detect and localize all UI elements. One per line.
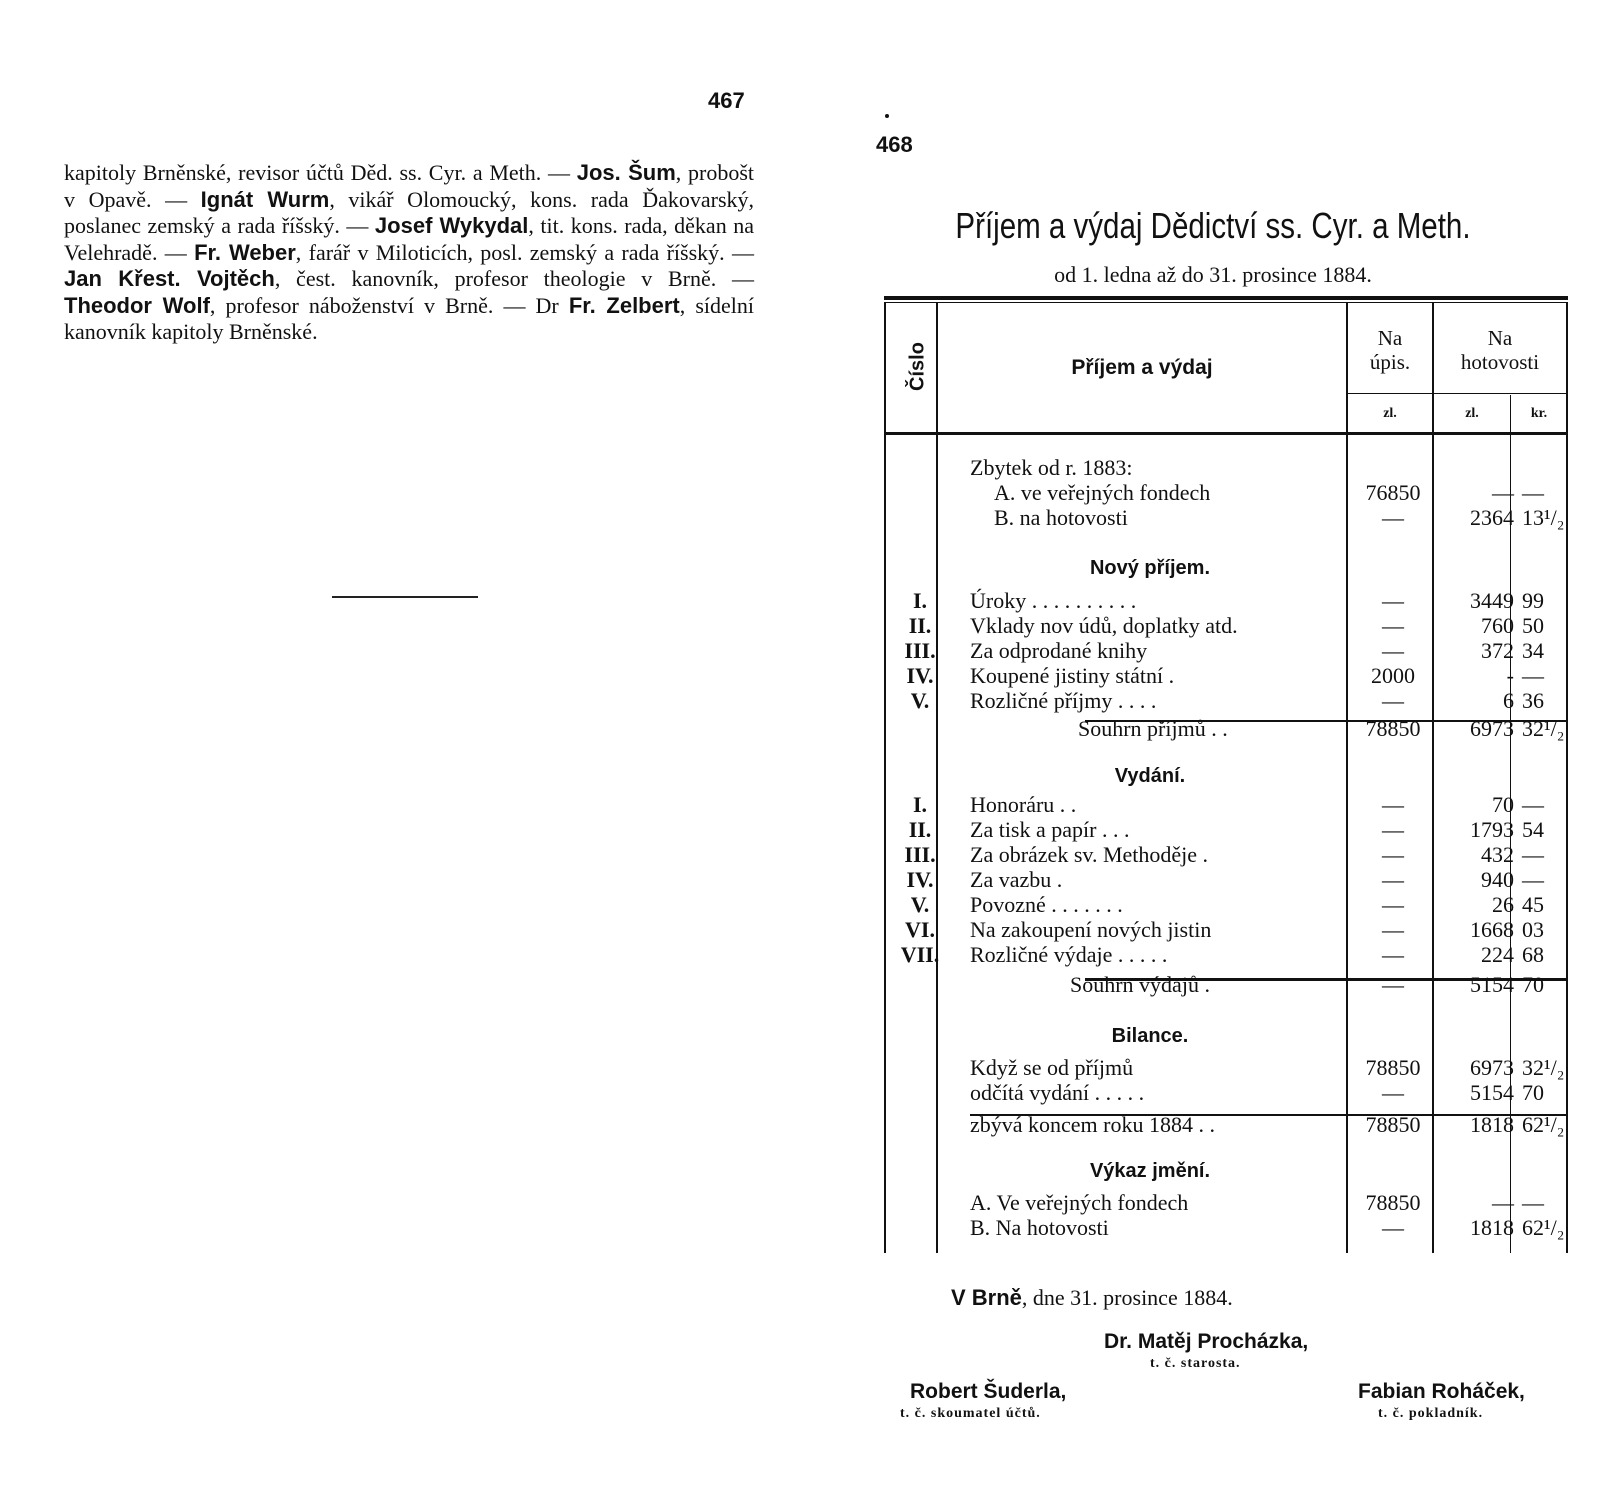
cell-na-upis: 2000	[1371, 663, 1415, 688]
row-number: V.	[910, 892, 930, 917]
cell-kr: 54	[1522, 817, 1544, 842]
section-separator	[332, 596, 478, 598]
cell-kr: 62¹/₂	[1522, 1215, 1565, 1240]
row-number: V.	[910, 688, 930, 713]
table-row	[898, 663, 1566, 688]
table-row	[898, 480, 1566, 505]
page-title: Příjem a výdaj Dědictví ss. Cyr. a Meth.	[955, 205, 1471, 246]
table-row	[898, 842, 1566, 867]
row-label: A. Ve veřejných fondech	[970, 1190, 1189, 1215]
table-row	[898, 817, 1566, 842]
table-row	[898, 1215, 1566, 1240]
row-label: B. Na hotovosti	[970, 1215, 1109, 1240]
table-row	[898, 1190, 1566, 1215]
table-row	[898, 972, 1566, 997]
cell-zl: 1668	[1470, 917, 1514, 942]
cell-kr: 03	[1522, 917, 1544, 942]
row-label: Vklady nov údů, doplatky atd.	[970, 613, 1238, 638]
row-label: Rozličné příjmy . . . .	[970, 688, 1157, 713]
cell-zl: 6973	[1470, 716, 1514, 741]
table-row	[898, 638, 1566, 663]
header-na-hotovosti-1: Na	[1487, 326, 1513, 350]
cell-kr: —	[1522, 480, 1544, 505]
place-date	[951, 1285, 1233, 1311]
row-label: Honoráru . .	[970, 792, 1077, 817]
row-label: B. na hotovosti	[994, 505, 1128, 530]
paragraph-text: , sídelní kanovník kapitoly Brněnské.	[64, 292, 754, 344]
paragraph-text: , probošt v Opavě. —	[64, 160, 754, 212]
row-number: I.	[912, 588, 928, 613]
table-row	[898, 942, 1566, 967]
cell-zl: 6	[1503, 688, 1514, 713]
signatory-left-role: t. č. skoumatel účtů.	[900, 1406, 1041, 1421]
row-label: Za vazbu .	[970, 867, 1063, 892]
cell-na-upis: —	[1382, 972, 1404, 997]
table-row	[898, 588, 1566, 613]
header-kr: kr.	[1530, 406, 1548, 421]
cell-na-upis: —	[1382, 1215, 1404, 1240]
signatory-main-role: t. č. starosta.	[1150, 1356, 1241, 1371]
row-label: Koupené jistiny státní .	[970, 663, 1175, 688]
row-label: Souhrn příjmů . .	[1078, 716, 1228, 741]
row-number: II.	[908, 613, 932, 638]
cell-na-upis: —	[1382, 917, 1404, 942]
top-rule-thin	[884, 302, 1568, 303]
row-label: Na zakoupení nových jistin	[970, 917, 1212, 942]
cell-na-upis: 78850	[1365, 1112, 1421, 1137]
signatory-left-name: Robert Šuderla,	[910, 1380, 1067, 1403]
cell-kr: —	[1522, 792, 1544, 817]
cell-na-upis: 78850	[1365, 1055, 1421, 1080]
table-row	[898, 505, 1566, 530]
cell-zl: 5154	[1470, 972, 1514, 997]
row-number: IV.	[906, 867, 934, 892]
header-subdivider	[1346, 393, 1568, 394]
row-label: Za odprodané knihy	[970, 638, 1148, 663]
row-number: II.	[908, 817, 932, 842]
table-col-divider	[1346, 303, 1348, 1253]
paragraph-text: , profesor náboženství v Brně. — Dr	[209, 292, 569, 318]
cell-na-upis: —	[1382, 892, 1404, 917]
date-text: , dne 31. prosince 1884.	[1021, 1285, 1233, 1310]
cell-na-upis: —	[1382, 1080, 1404, 1105]
cell-na-upis: —	[1382, 505, 1404, 530]
row-label: odčítá vydání . . . . .	[970, 1080, 1145, 1105]
cell-kr: 62¹/₂	[1522, 1112, 1565, 1137]
header-zl-hotovost: zl.	[1465, 406, 1479, 421]
cell-na-upis: —	[1382, 792, 1404, 817]
cell-kr: 32¹/₂	[1522, 1055, 1565, 1080]
left-page-number: 467	[708, 88, 745, 113]
row-number: I.	[912, 792, 928, 817]
place-name: V Brně	[951, 1285, 1022, 1310]
person-name: Josef Wykydal	[374, 213, 529, 238]
section-bilance: Bilance.	[1111, 1025, 1189, 1047]
person-name: Fr. Weber	[194, 239, 296, 265]
signatory-right-name: Fabian Roháček,	[1358, 1380, 1525, 1403]
cell-zl: 1818	[1470, 1215, 1514, 1240]
left-page-paragraph	[64, 160, 754, 346]
cell-kr: —	[1522, 1190, 1544, 1215]
table-row	[898, 867, 1566, 892]
row-label: Povozné . . . . . . .	[970, 892, 1123, 917]
page-mark	[885, 114, 889, 118]
row-label: Souhrn výdajů .	[1070, 972, 1210, 997]
table-col-divider	[1432, 303, 1434, 1253]
cell-kr: 99	[1522, 588, 1544, 613]
cell-na-upis: 76850	[1365, 480, 1421, 505]
table-row	[898, 1080, 1566, 1105]
cell-kr: 70	[1522, 972, 1544, 997]
right-page-number: 468	[876, 132, 913, 157]
header-zl-upis: zl.	[1383, 406, 1397, 421]
person-name: Theodor Wolf	[64, 292, 210, 318]
cell-kr: 70	[1522, 1080, 1544, 1105]
table-row	[898, 613, 1566, 638]
table-col-divider	[936, 303, 938, 1253]
section-vydani: Vydání.	[1114, 765, 1186, 787]
row-label: Když se od příjmů	[970, 1055, 1134, 1080]
cell-kr: 34	[1522, 638, 1544, 663]
cell-na-upis: —	[1382, 817, 1404, 842]
row-number: III.	[904, 638, 936, 663]
section-vykaz: Výkaz jmění.	[1089, 1160, 1211, 1182]
cell-na-upis: 78850	[1365, 1190, 1421, 1215]
cell-na-upis: —	[1382, 613, 1404, 638]
paragraph-text: , farář v Miloticích, posl. zemský a rada říšský. —	[295, 239, 754, 265]
row-number: VII.	[900, 942, 940, 967]
cell-zl: 2364	[1470, 505, 1514, 530]
cell-kr: —	[1522, 663, 1544, 688]
person-name: Jan Křest. Vojtěch	[64, 266, 275, 291]
header-cislo: Číslo	[906, 342, 929, 391]
header-rule	[884, 432, 1568, 435]
cell-na-upis: —	[1382, 588, 1404, 613]
top-rule	[884, 296, 1568, 300]
section-novy-prijem: Nový příjem.	[1089, 557, 1211, 579]
cell-zl: 760	[1481, 613, 1514, 638]
paragraph-text: , čest. kanovník, profesor theologie v Brně. —	[274, 266, 755, 291]
cell-zl: 432	[1481, 842, 1514, 867]
cell-zl: —	[1492, 1190, 1514, 1215]
row-label: A. ve veřejných fondech	[994, 480, 1211, 505]
page-subtitle: od 1. ledna až do 31. prosince 1884.	[1054, 262, 1372, 287]
cell-zl: 26	[1492, 892, 1514, 917]
cell-zl: 3449	[1470, 588, 1514, 613]
header-prijem-vydaj: Příjem a výdaj	[1071, 356, 1213, 379]
cell-zl: 224	[1481, 942, 1514, 967]
cell-na-upis: —	[1382, 638, 1404, 663]
cell-zl: 1793	[1470, 817, 1514, 842]
signatory-right-role: t. č. pokladník.	[1378, 1406, 1484, 1421]
cell-kr: 45	[1522, 892, 1544, 917]
cell-kr: 50	[1522, 613, 1544, 638]
table-row	[898, 688, 1566, 713]
cell-zl: 5154	[1470, 1080, 1514, 1105]
cell-na-upis: —	[1382, 688, 1404, 713]
cell-kr: 68	[1522, 942, 1544, 967]
header-na-upis-2: úpis.	[1369, 350, 1411, 374]
table-border-right	[1566, 303, 1568, 1253]
cell-zl: 940	[1481, 867, 1514, 892]
paragraph-text: , tit. kons. rada, děkan na Velehradě. —	[64, 213, 754, 265]
row-label: Úroky . . . . . . . . . .	[970, 588, 1137, 613]
signatory-main-name: Dr. Matěj Procházka,	[1104, 1330, 1309, 1353]
table-row	[898, 792, 1566, 817]
row-label: Zbytek od r. 1883:	[970, 455, 1133, 480]
paragraph-text: kapitoly Brněnské, revisor účtů Děd. ss. Cyr. a Meth. —	[64, 160, 577, 185]
table-row	[898, 917, 1566, 942]
header-na-hotovosti-2: hotovosti	[1460, 350, 1540, 374]
person-name: Ignát Wurm	[200, 186, 330, 212]
cell-kr: 32¹/₂	[1522, 716, 1565, 741]
cell-kr: —	[1522, 842, 1544, 867]
table-row	[898, 1112, 1566, 1137]
table-row	[898, 455, 1566, 480]
cell-na-upis: —	[1382, 867, 1404, 892]
cell-zl: 372	[1481, 638, 1514, 663]
header-na-upis	[1350, 326, 1430, 374]
cell-kr: 36	[1522, 688, 1544, 713]
cell-na-upis: —	[1382, 942, 1404, 967]
row-number: VI.	[905, 917, 935, 942]
cell-zl: 6973	[1470, 1055, 1514, 1080]
row-label: Rozličné výdaje . . . . .	[970, 942, 1168, 967]
cell-kr: —	[1522, 867, 1544, 892]
header-na-hotovosti	[1434, 326, 1566, 374]
row-number: IV.	[906, 663, 934, 688]
cell-zl: 70	[1492, 792, 1514, 817]
cell-kr: 13¹/₂	[1522, 505, 1565, 530]
person-name: Jos. Šum	[576, 160, 676, 185]
cell-zl: 1818	[1470, 1112, 1514, 1137]
header-na-upis-1: Na	[1377, 326, 1403, 350]
cell-na-upis: —	[1382, 842, 1404, 867]
row-label: Za obrázek sv. Methoděje .	[970, 842, 1209, 867]
cell-zl: —	[1492, 480, 1514, 505]
table-border-left	[884, 303, 886, 1253]
row-label: zbývá koncem roku 1884 . .	[970, 1112, 1215, 1137]
table-row	[898, 1055, 1566, 1080]
row-number: III.	[904, 842, 936, 867]
person-name: Fr. Zelbert	[568, 292, 680, 318]
table-row	[898, 892, 1566, 917]
cell-na-upis: 78850	[1365, 716, 1421, 741]
row-label: Za tisk a papír . . .	[970, 817, 1130, 842]
cell-zl: -	[1506, 663, 1514, 688]
table-row	[898, 716, 1566, 741]
paragraph-text: , vikář Olomoucký, kons. rada Ďakovarský, poslanec zemský a rada říšský. —	[64, 186, 755, 238]
